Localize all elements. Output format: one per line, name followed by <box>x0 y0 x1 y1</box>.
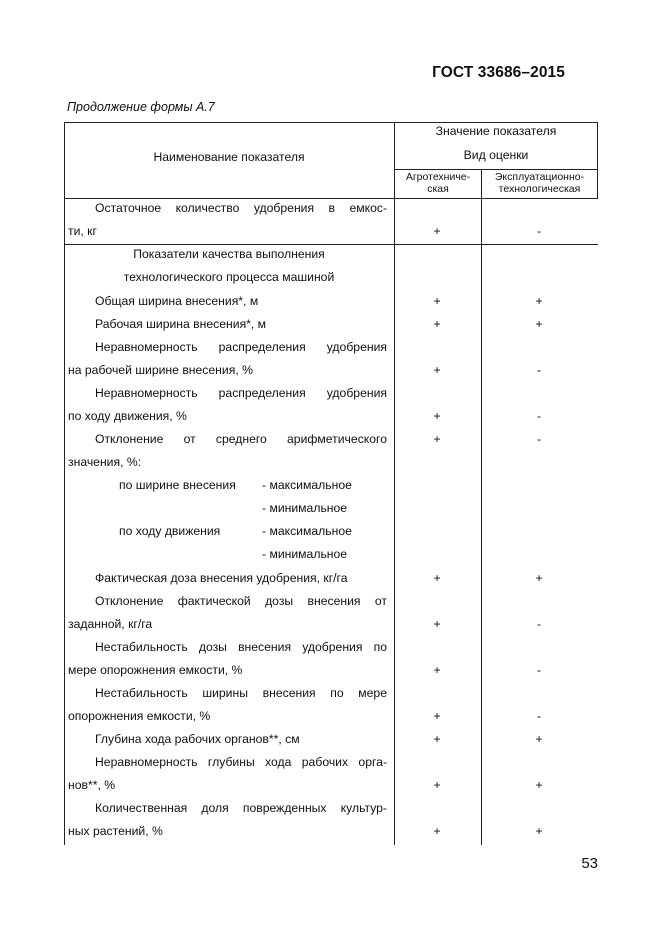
row-working-depth-expl: + <box>535 732 543 746</box>
sub-col-expl-line1: Эксплуатационно- <box>494 171 585 183</box>
row-uneven-width-agro: + <box>433 363 441 377</box>
row-total-width-agro: + <box>433 294 441 308</box>
row-deviation-width-label: по ширине внесения <box>119 478 236 492</box>
row-depth-unevenness-line2: нов**, % <box>68 778 116 792</box>
name-col-divider <box>394 122 395 845</box>
section-title-line1: Показатели качества выполнения <box>133 247 325 261</box>
indicator-table <box>64 122 598 845</box>
sub-col-expl-line2: технологическая <box>498 183 581 195</box>
sub-col-agro-line2: ская <box>427 183 449 195</box>
subcol-divider <box>481 169 482 845</box>
row-deviation-line1: Отклонение от среднего арифметического <box>95 432 387 446</box>
row-deviation-line2: значения, %: <box>68 455 142 469</box>
row-working-width-expl: + <box>535 317 543 331</box>
row-total-width-expl: + <box>535 294 543 308</box>
row-residual-line1: Остаточное количество удобрения в емкос- <box>95 201 387 215</box>
row-uneven-travel-agro: + <box>433 409 441 423</box>
row-damaged-plants-line2: ных растений, % <box>68 824 163 838</box>
row-width-instability-line1: Нестабильность ширины внесения по мере <box>95 686 387 700</box>
row-divider <box>64 244 598 245</box>
row-residual-expl: - <box>536 224 542 238</box>
table-left-border <box>64 122 65 845</box>
table-top-border <box>64 122 598 123</box>
row-width-instability-line2: опорожнения емкости, % <box>68 709 211 723</box>
row-dose-deviation-agro: + <box>433 617 441 631</box>
row-uneven-width-expl: - <box>536 363 542 377</box>
row-deviation-travel-label: по ходу движения <box>119 524 221 538</box>
row-uneven-width-line1: Неравномерность распределения удобрения <box>95 340 387 354</box>
row-damaged-plants-agro: + <box>433 824 441 838</box>
row-dose-instability-line1: Нестабильность дозы внесения удобрения по <box>95 640 387 654</box>
row-width-instability-expl: - <box>536 709 542 723</box>
row-actual-dose: Фактическая доза внесения удобрения, кг/га <box>95 571 348 585</box>
col-name-header: Наименование показателя <box>153 150 305 164</box>
col-value-header: Значение показателя <box>435 124 557 138</box>
type-header-divider <box>394 169 598 170</box>
row-uneven-travel-line2: по ходу движения, % <box>68 409 187 423</box>
row-deviation-width-min: - минимальное <box>262 501 348 515</box>
row-deviation-width-max: - максимальное <box>262 478 352 492</box>
row-deviation-travel-min: - минимальное <box>262 547 348 561</box>
row-dose-deviation-line2: заданной, кг/га <box>68 617 153 631</box>
standard-number: ГОСТ 33686–2015 <box>432 64 565 81</box>
row-residual-agro: + <box>433 224 441 238</box>
sub-col-agro-line1: Агротехниче- <box>405 171 471 183</box>
row-damaged-plants-line1: Количественная доля поврежденных культур- <box>95 801 387 815</box>
row-deviation-travel-max: - максимальное <box>262 524 352 538</box>
row-dose-instability-expl: - <box>536 663 542 677</box>
row-uneven-travel-expl: - <box>536 409 542 423</box>
page-number: 53 <box>581 855 598 872</box>
row-working-width: Рабочая ширина внесения*, м <box>95 317 267 331</box>
header-bottom-border <box>64 198 598 199</box>
section-title-line2: технологического процесса машиной <box>123 270 335 284</box>
row-depth-unevenness-expl: + <box>535 778 543 792</box>
row-uneven-travel-line1: Неравномерность распределения удобрения <box>95 386 387 400</box>
row-actual-dose-expl: + <box>535 571 543 585</box>
row-width-instability-agro: + <box>433 709 441 723</box>
row-dose-instability-line2: мере опорожнения емкости, % <box>68 663 243 677</box>
row-deviation-agro: + <box>433 432 441 446</box>
row-uneven-width-line2: на рабочей ширине внесения, % <box>68 363 253 377</box>
row-dose-deviation-expl: - <box>536 617 542 631</box>
row-deviation-expl: - <box>536 432 542 446</box>
row-depth-unevenness-agro: + <box>433 778 441 792</box>
row-working-width-agro: + <box>433 317 441 331</box>
row-working-depth-agro: + <box>433 732 441 746</box>
row-residual-line2: ти, кг <box>68 224 97 238</box>
row-damaged-plants-expl: + <box>535 824 543 838</box>
row-total-width: Общая ширина внесения*, м <box>95 294 259 308</box>
col-type-header: Вид оценки <box>463 148 529 162</box>
row-dose-deviation-line1: Отклонение фактической дозы внесения от <box>95 594 387 608</box>
row-depth-unevenness-line1: Неравномерность глубины хода рабочих орга- <box>95 755 387 769</box>
row-dose-instability-agro: + <box>433 663 441 677</box>
continuation-caption: Продолжение формы А.7 <box>67 100 215 114</box>
row-working-depth: Глубина хода рабочих органов**, см <box>95 732 300 746</box>
row-actual-dose-agro: + <box>433 571 441 585</box>
